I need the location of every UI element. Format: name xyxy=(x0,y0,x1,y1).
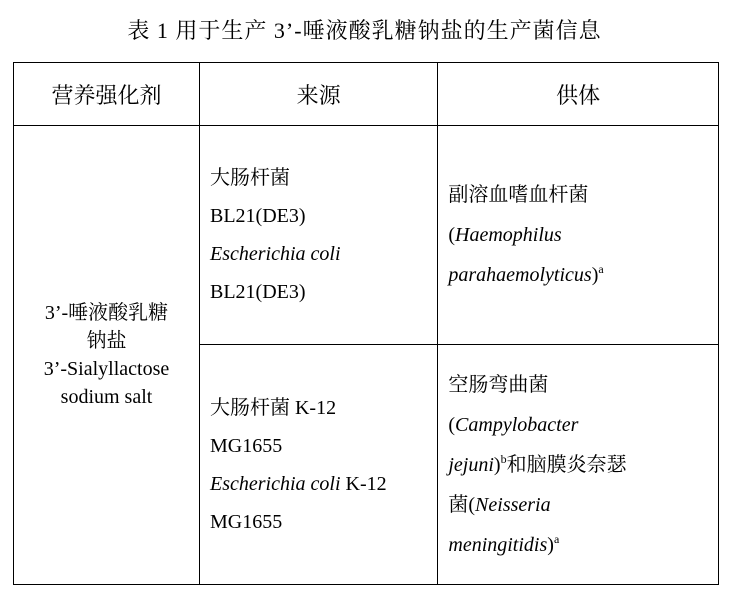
paren: ( xyxy=(448,224,456,246)
source-strain: BL21(DE3) xyxy=(209,205,306,227)
table-row xyxy=(14,126,719,345)
source-latin: Escherichia coli xyxy=(209,472,341,495)
donor-latin: Campylobacter xyxy=(455,413,579,436)
footnote-marker: b xyxy=(500,451,507,466)
donor-cn: 空肠弯曲菌 xyxy=(448,373,549,396)
source-latin: Escherichia coli xyxy=(209,243,341,265)
donor-cell xyxy=(438,345,719,585)
donor-latin: meningitidis xyxy=(448,533,548,556)
donor-latin: Neisseria xyxy=(475,493,551,516)
strain-info-table xyxy=(13,62,719,585)
donor-latin: parahaemolyticus xyxy=(448,264,592,286)
paren: ) xyxy=(547,533,554,556)
donor-cell xyxy=(438,126,719,345)
source-strain: MG1655 xyxy=(209,510,283,533)
paren: ( xyxy=(448,413,456,436)
source-strain: BL21(DE3) xyxy=(209,281,306,303)
nutrient-cn-line2: 钠盐 xyxy=(86,330,127,352)
paren: ) xyxy=(591,264,599,286)
header-row xyxy=(14,63,719,126)
source-strain: MG1655 xyxy=(209,434,283,457)
nutrient-en-line2: sodium salt xyxy=(60,386,153,408)
source-cn: 大肠杆菌 xyxy=(209,167,290,189)
donor-latin: jejuni xyxy=(448,453,494,476)
source-latin-suffix: K-12 xyxy=(340,472,387,495)
donor-cn: 副溶血嗜血杆菌 xyxy=(448,184,589,206)
header-source: 来源 xyxy=(199,63,437,126)
source-cell xyxy=(199,345,437,585)
donor-cn: 菌 xyxy=(448,493,469,516)
nutrient-cn-line1: 3’-唾液酸乳糖 xyxy=(44,302,169,324)
header-donor: 供体 xyxy=(438,63,719,126)
donor-latin: Haemophilus xyxy=(455,224,562,246)
paren: ( xyxy=(468,493,476,516)
nutrient-en-line1: 3’-Sialyllactose xyxy=(43,358,170,380)
table-caption: 表 1 用于生产 3’-唾液酸乳糖钠盐的生产菌信息 xyxy=(127,18,602,43)
nutrient-cell xyxy=(14,126,200,585)
footnote-marker: a xyxy=(598,262,604,276)
paren: ) xyxy=(493,453,501,476)
source-cell xyxy=(199,126,437,345)
source-cn: 大肠杆菌 K-12 xyxy=(209,396,337,419)
donor-connector: 和脑膜炎奈瑟 xyxy=(506,453,627,476)
header-nutrient: 营养强化剂 xyxy=(14,63,200,126)
footnote-marker: a xyxy=(553,531,560,546)
